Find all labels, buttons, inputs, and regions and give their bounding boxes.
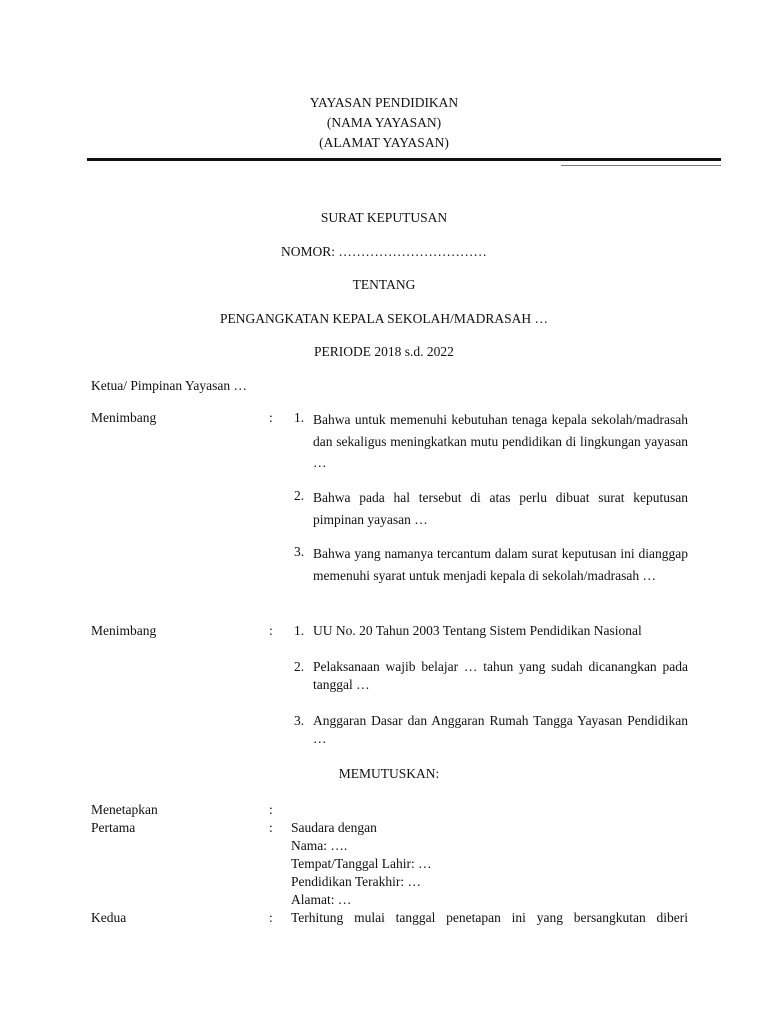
kedua-label: Kedua <box>91 910 127 925</box>
document-period: PERIODE 2018 s.d. 2022 <box>314 344 454 359</box>
section2-item-1-number: 1. <box>294 623 305 638</box>
decision-heading: MEMUTUSKAN: <box>338 766 440 781</box>
foundation-address: (ALAMAT YAYASAN) <box>319 135 449 150</box>
section2-item-2-text: Pelaksanaan wajib belajar … tahun yang sudah dicanangkan pada tanggal … <box>313 659 688 692</box>
section2-item-3-number: 3. <box>294 713 305 728</box>
section1-item-2-text: Bahwa pada hal tersebut di atas perlu dibuat surat keputusan pimpinan yayasan … <box>313 490 688 527</box>
kedua-text: Terhitung mulai tanggal penetapan ini yang bersangkutan diberi <box>291 910 688 925</box>
section1-item-1-text: Bahwa untuk memenuhi kebutuhan tenaga kepala sekolah/madrasah dan sekaligus meningkatkan mutu pendidikan di lingkungan yayasan … <box>313 412 688 470</box>
letterhead-divider-thin <box>561 165 721 166</box>
section2-label: Menimbang <box>91 623 157 638</box>
pertama-line-1: Saudara dengan <box>291 820 377 835</box>
letterhead-divider-thick <box>87 158 721 161</box>
section2-colon: : <box>269 623 273 638</box>
section1-item-3-number: 3. <box>294 544 305 559</box>
document-number: NOMOR: …………………………… <box>281 244 487 259</box>
section1-item-1-number: 1. <box>294 410 305 425</box>
pertama-colon: : <box>269 820 273 835</box>
kedua-colon: : <box>269 910 273 925</box>
foundation-name: YAYASAN PENDIDIKAN <box>309 95 459 110</box>
section2-item-1-text: UU No. 20 Tahun 2003 Tentang Sistem Pendidikan Nasional <box>313 623 642 638</box>
section2-item-3-text: Anggaran Dasar dan Anggaran Rumah Tangga Yayasan Pendidikan … <box>313 713 688 746</box>
pertama-line-birth: Tempat/Tanggal Lahir: … <box>291 856 432 871</box>
section1-item-2-number: 2. <box>294 488 305 503</box>
foundation-placeholder-name: (NAMA YAYASAN) <box>326 115 442 130</box>
menetapkan-colon: : <box>269 802 273 817</box>
section1-item-3-text: Bahwa yang namanya tercantum dalam surat keputusan ini dianggap memenuhi syarat untuk menjadi kepala di sekolah/madrasah … <box>313 546 688 583</box>
menetapkan-label: Menetapkan <box>91 802 158 817</box>
pertama-line-education: Pendidikan Terakhir: … <box>291 874 422 889</box>
section2-item-2-number: 2. <box>294 659 305 674</box>
section1-colon: : <box>269 410 273 425</box>
intro-text: Ketua/ Pimpinan Yayasan … <box>91 378 247 393</box>
pertama-line-name: Nama: …. <box>291 838 348 853</box>
pertama-label: Pertama <box>91 820 136 835</box>
document-title: SURAT KEPUTUSAN <box>320 210 448 225</box>
tentang-heading: TENTANG <box>352 277 416 292</box>
section1-label: Menimbang <box>91 410 157 425</box>
pertama-line-address: Alamat: … <box>291 892 352 907</box>
document-subject: PENGANGKATAN KEPALA SEKOLAH/MADRASAH … <box>219 311 549 326</box>
